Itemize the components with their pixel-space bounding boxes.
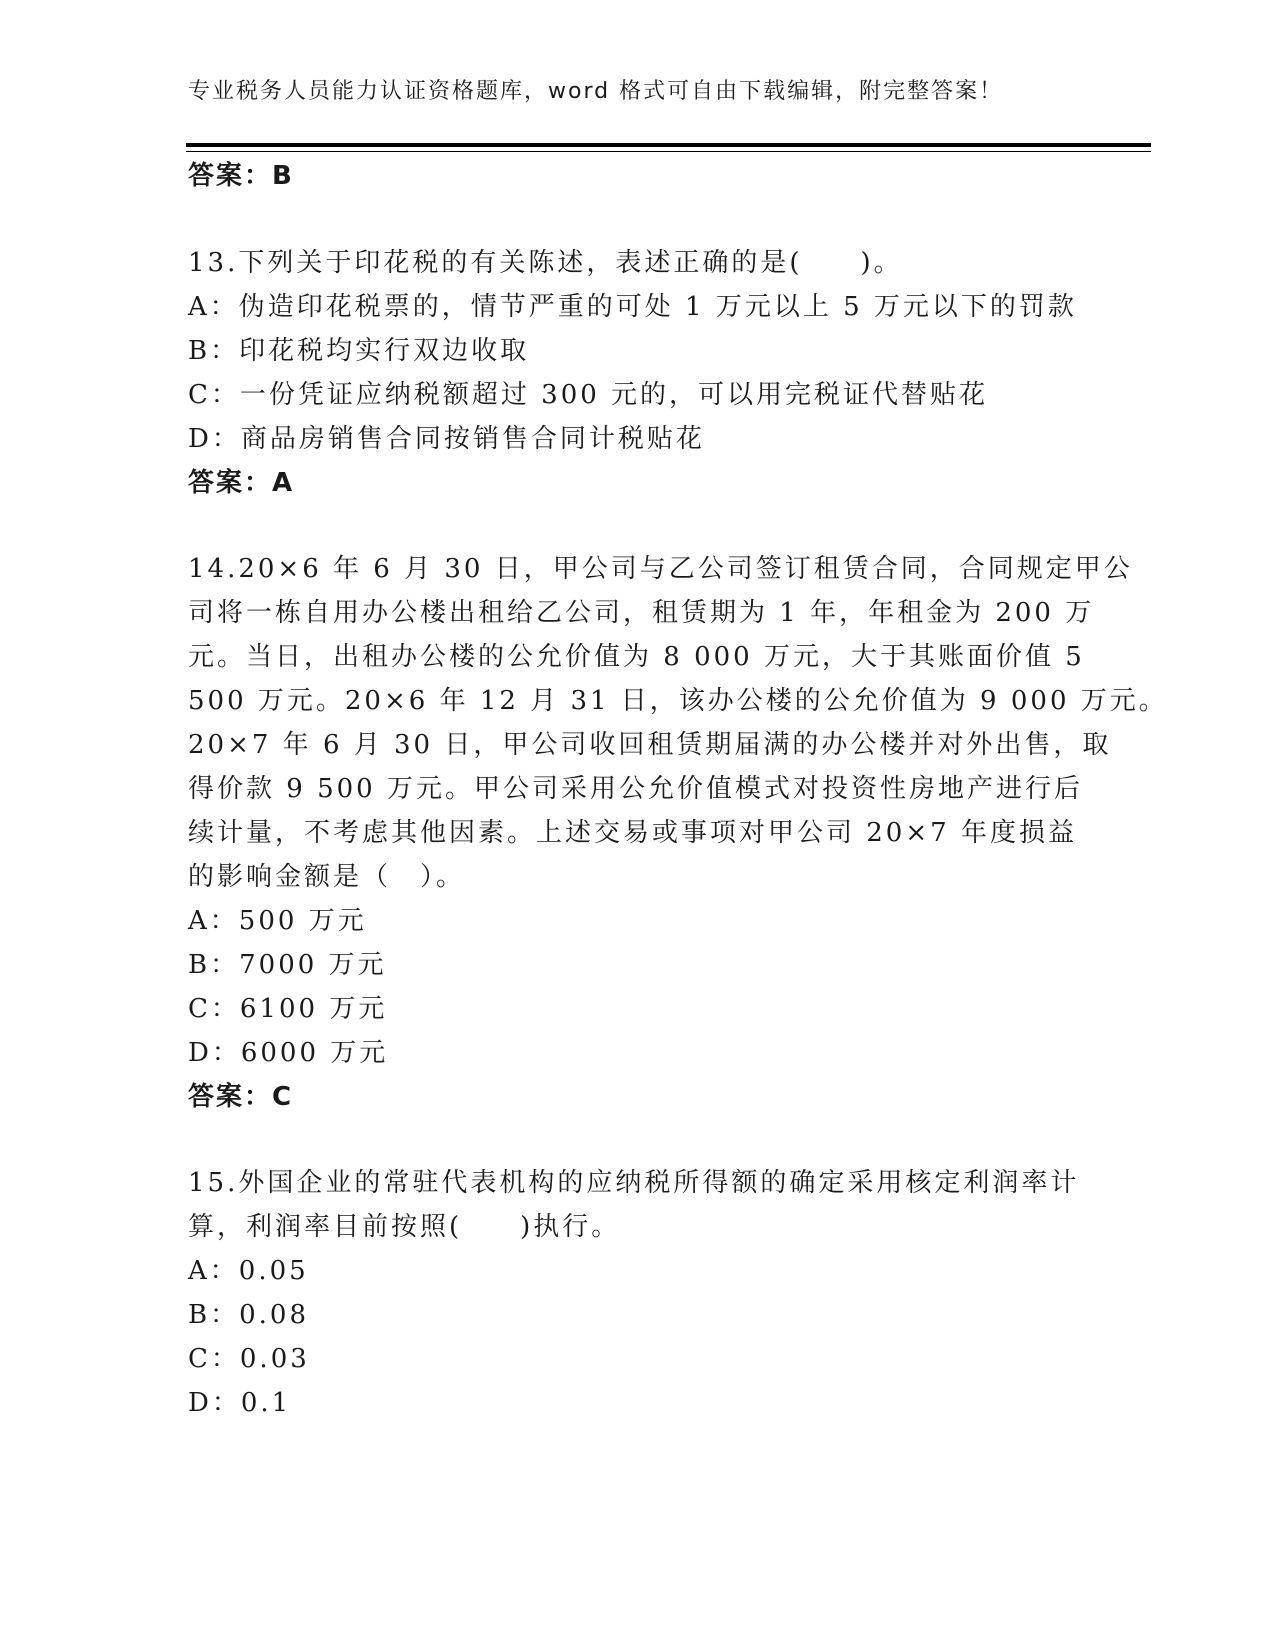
question-14-text-line-2: 司将一栋自用办公楼出租给乙公司，租赁期为 1 年，年租金为 200 万 xyxy=(188,598,1095,628)
header-rule-thick xyxy=(186,143,1151,147)
question-13-option-a: A：伪造印花税票的，情节严重的可处 1 万元以上 5 万元以下的罚款 xyxy=(188,292,1077,322)
page-header: 专业税务人员能力认证资格题库，word 格式可自由下载编辑，附完整答案！ xyxy=(188,79,1004,104)
question-13-answer: 答案：A xyxy=(188,468,295,498)
question-14-text-line-5: 20×7 年 6 月 30 日，甲公司收回租赁期届满的办公楼并对外出售，取 xyxy=(188,730,1112,760)
question-14-text-line-8: 的影响金额是（ ）。 xyxy=(188,862,466,892)
question-14-text-line-6: 得价款 9 500 万元。甲公司采用公允价值模式对投资性房地产进行后 xyxy=(188,774,1083,804)
question-15-text-line-2: 算，利润率目前按照( )执行。 xyxy=(188,1212,621,1242)
question-14-option-d: D：6000 万元 xyxy=(188,1038,389,1068)
question-15-option-c: C：0.03 xyxy=(188,1344,310,1374)
question-14-option-c: C：6100 万元 xyxy=(188,994,388,1024)
question-15-option-a: A：0.05 xyxy=(188,1256,309,1286)
question-14-option-b: B：7000 万元 xyxy=(188,950,387,980)
question-14-text-line-7: 续计量，不考虑其他因素。上述交易或事项对甲公司 20×7 年度损益 xyxy=(188,818,1077,848)
question-14-text-line-3: 元。当日，出租办公楼的公允价值为 8 000 万元，大于其账面价值 5 xyxy=(188,642,1085,672)
header-rule-thin xyxy=(186,151,1151,152)
question-13-text: 13.下列关于印花税的有关陈述，表述正确的是( )。 xyxy=(188,248,903,278)
question-13-option-b: B：印花税均实行双边收取 xyxy=(188,336,530,366)
question-15-option-b: B：0.08 xyxy=(188,1300,309,1330)
question-13-option-d: D：商品房销售合同按销售合同计税贴花 xyxy=(188,424,705,454)
question-14-option-a: A：500 万元 xyxy=(188,906,367,936)
question-14-text-line-4: 500 万元。20×6 年 12 月 31 日，该办公楼的公允价值为 9 000 万元。 xyxy=(188,686,1168,716)
question-15-option-d: D：0.1 xyxy=(188,1388,292,1418)
question-14-answer: 答案：C xyxy=(188,1082,294,1112)
previous-answer: 答案：B xyxy=(188,161,294,191)
question-13-option-c: C：一份凭证应纳税额超过 300 元的，可以用完税证代替贴花 xyxy=(188,380,989,410)
question-15-text-line-1: 15.外国企业的常驻代表机构的应纳税所得额的确定采用核定利润率计 xyxy=(188,1168,1080,1198)
question-14-text-line-1: 14.20×6 年 6 月 30 日，甲公司与乙公司签订租赁合同，合同规定甲公 xyxy=(188,554,1133,584)
